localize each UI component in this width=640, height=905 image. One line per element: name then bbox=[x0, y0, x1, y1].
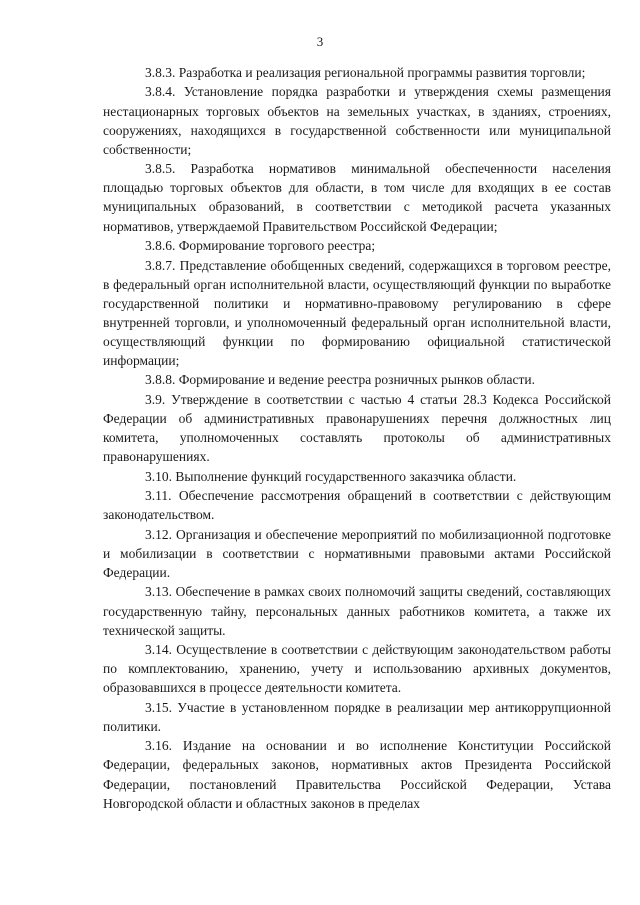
paragraph-3-16: 3.16. Издание на основании и во исполнение Конституции Российской Федерации, федеральных законов, нормативных актов Президента Российской Федерации, постановлений Правительства Российской Федерации, Устава Новгородской области и областных законов в пределах bbox=[103, 738, 611, 811]
paragraph-3-8-4: 3.8.4. Установление порядка разработки и утверждения схемы размещения нестационарных торговых объектов на земельных участках, в зданиях, строениях, сооружениях, находящихся в государственной собственности или муниципальной собственности; bbox=[103, 84, 611, 157]
paragraph-3-10: 3.10. Выполнение функций государственного заказчика области. bbox=[145, 468, 517, 484]
paragraph-3-8-7: 3.8.7. Представление обобщенных сведений, содержащихся в торговом реестре, в федеральный орган исполнительной власти, осуществляющий функции по выработке государственной политики и нормативно-правовому регулированию в сфере внутренней торговли, и уполномоченный федеральный орган исполнительной власти, осуществляющий функции по формированию официальной статистической информации; bbox=[103, 257, 611, 368]
paragraph-3-14: 3.14. Осуществление в соответствии с действующим законодательством работы по комплектованию, хранению, учету и использованию архивных документов, образовавшихся в процессе деятельности комитета. bbox=[103, 642, 611, 696]
page-number: 3 bbox=[316, 34, 324, 49]
paragraph-3-13: 3.13. Обеспечение в рамках своих полномочий защиты сведений, составляющих государственную тайну, персональных данных работников комитета, а также их технической защиты. bbox=[103, 584, 611, 638]
paragraph-3-8-3: 3.8.3. Разработка и реализация региональной программы развития торговли; bbox=[145, 65, 586, 80]
document-body bbox=[103, 63, 611, 813]
paragraph-3-15: 3.15. Участие в установленном порядке в реализации мер антикоррупционной политики. bbox=[103, 699, 611, 734]
paragraph-3-9: 3.9. Утверждение в соответствии с частью 4 статьи 28.3 Кодекса Российской Федерации об административных правонарушениях перечня должностных лиц комитета, уполномоченных составлять протоколы об административных правонарушениях. bbox=[103, 391, 611, 465]
paragraph-3-8-8: 3.8.8. Формирование и ведение реестра розничных рынков области. bbox=[145, 372, 536, 388]
paragraph-3-12: 3.12. Организация и обеспечение мероприятий по мобилизационной подготовке и мобилизации в соответствии с нормативными правовыми актами Российской Федерации. bbox=[103, 526, 611, 580]
paragraph-3-8-6: 3.8.6. Формирование торгового реестра; bbox=[145, 238, 376, 254]
paragraph-3-8-5: 3.8.5. Разработка нормативов минимальной обеспеченности населения площадью торговых объектов для области, в том числе для входящих в ее состав муниципальных образований, в соответствии с методикой расчета указанных нормативов, утверждаемой Правительством Российской Федерации; bbox=[103, 161, 611, 234]
paragraph-3-11: 3.11. Обеспечение рассмотрения обращений в соответствии с действующим законодательством. bbox=[103, 488, 611, 523]
